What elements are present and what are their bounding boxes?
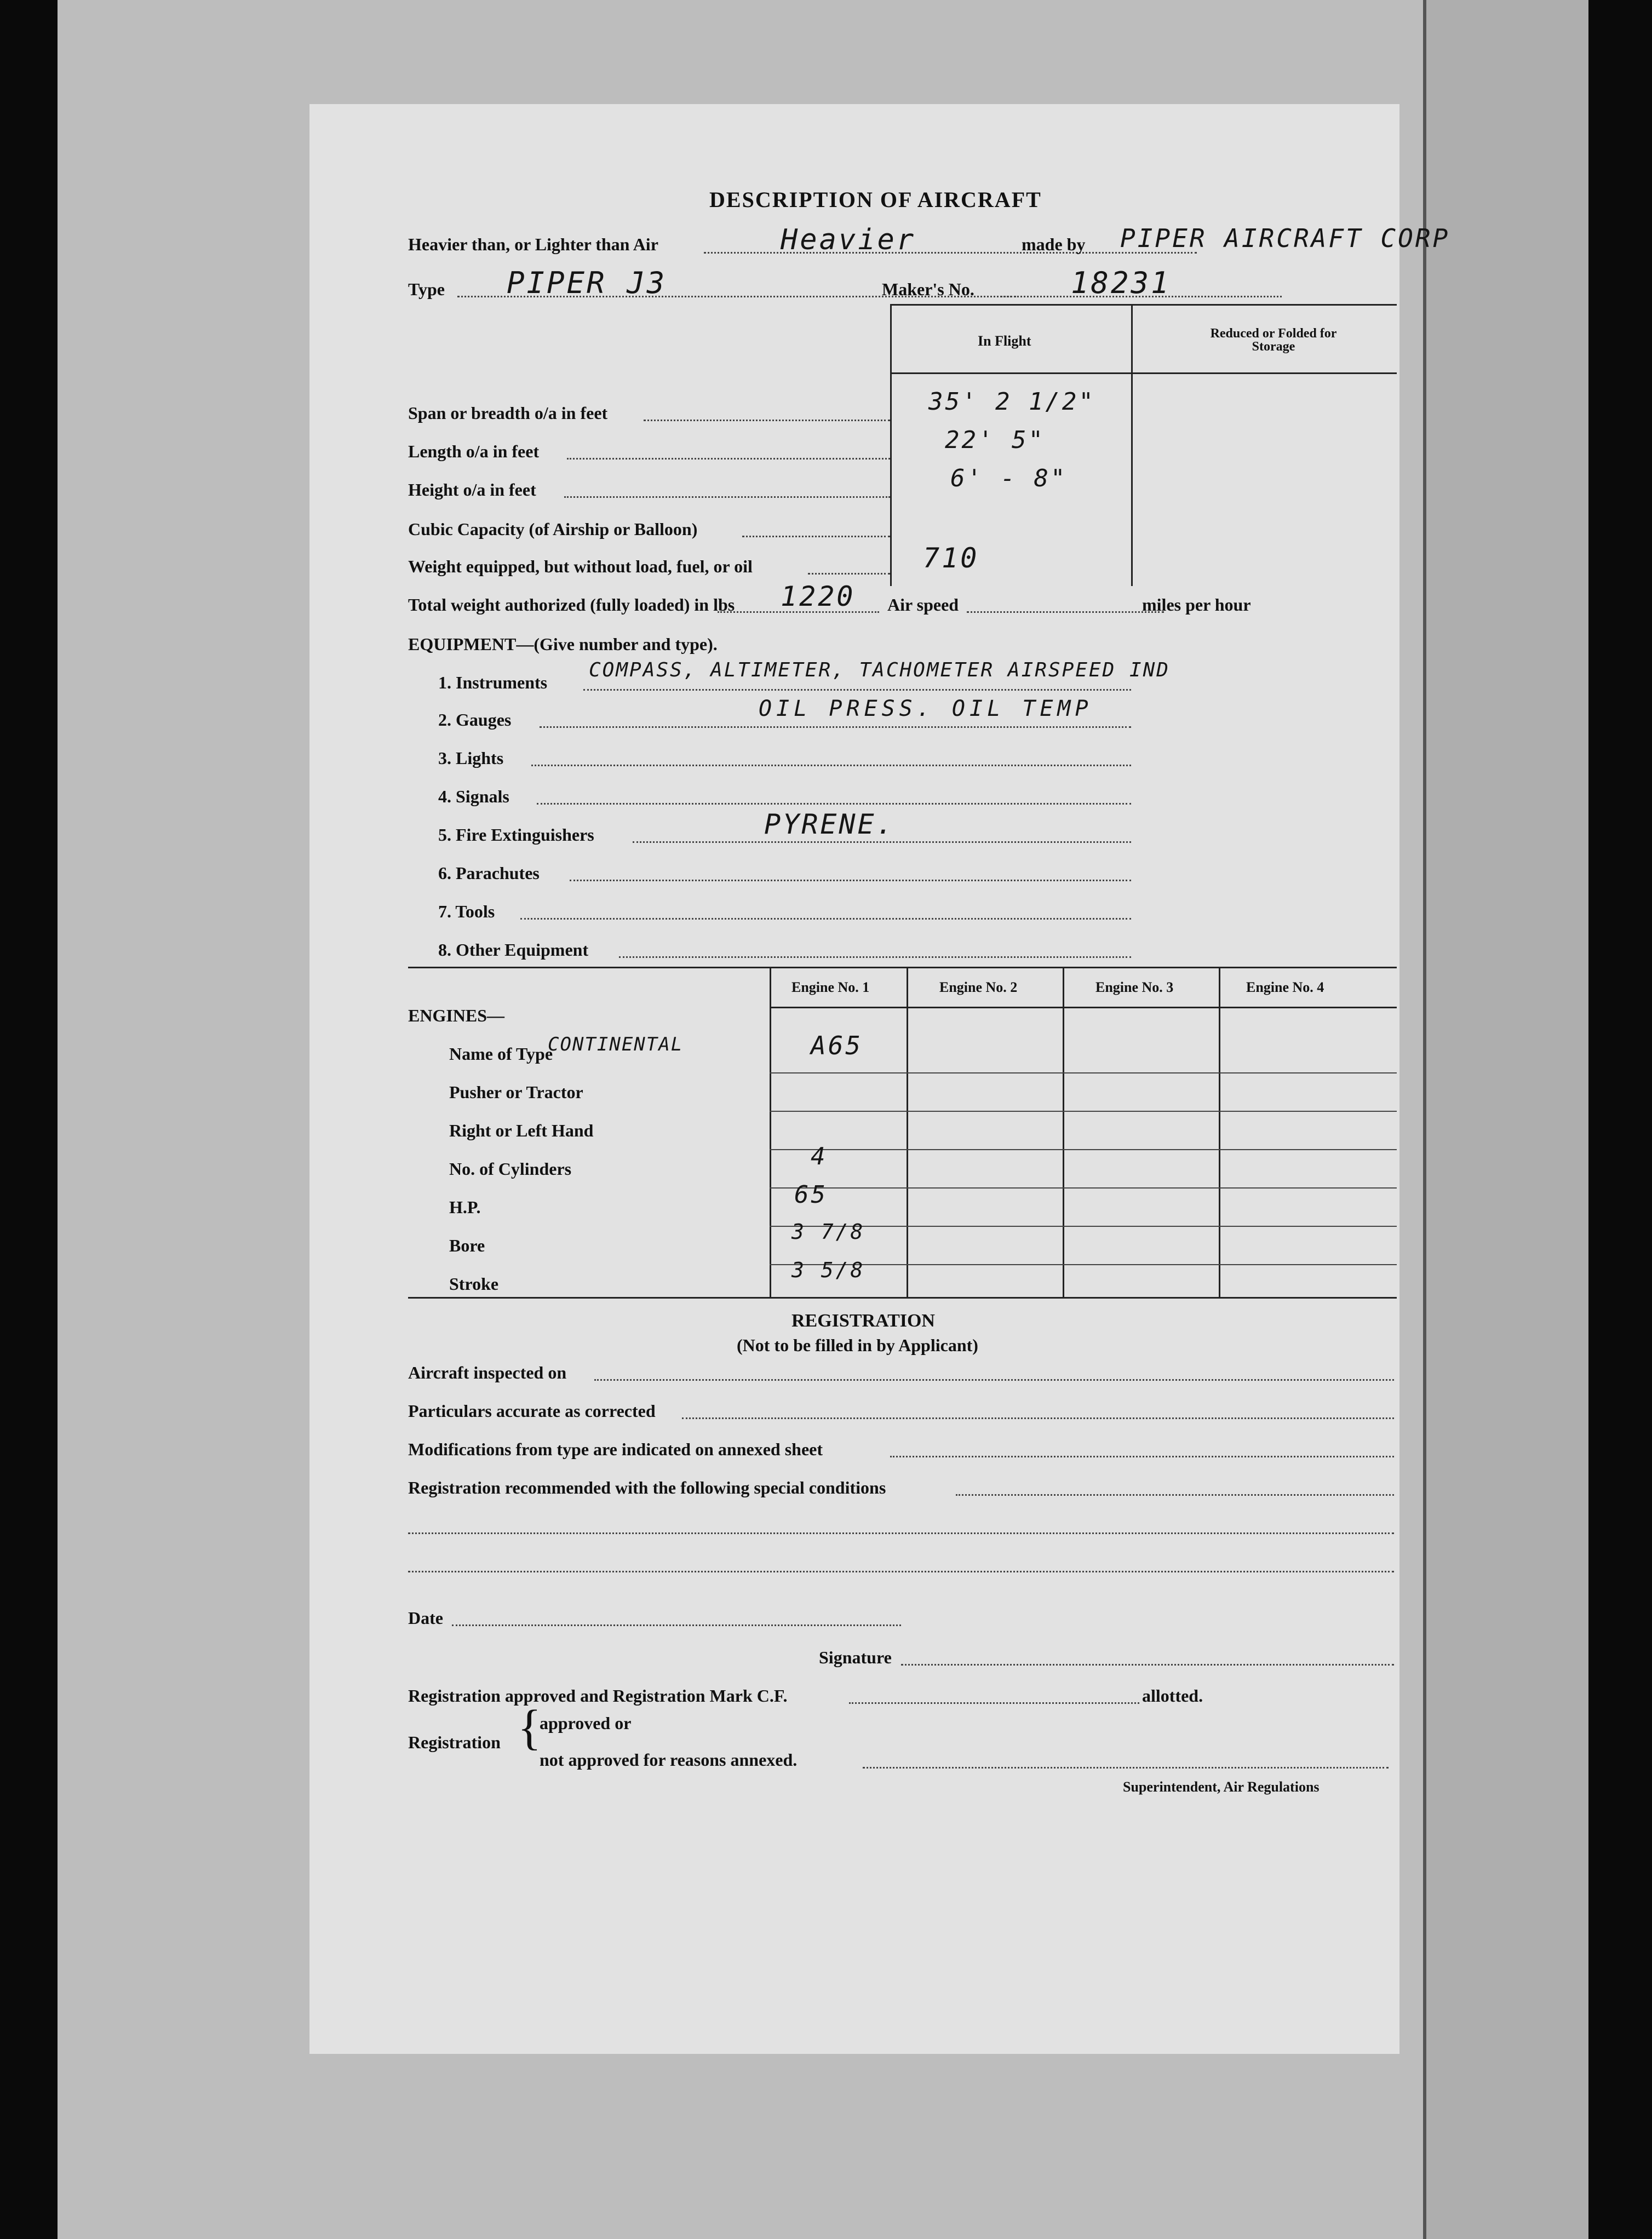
brace-symbol: { <box>518 1701 542 1755</box>
engine-row-stroke: Stroke <box>449 1274 499 1294</box>
total-weight-value: 1220 <box>781 581 856 612</box>
allotted-label: allotted. <box>1142 1686 1203 1706</box>
equipment-label: EQUIPMENT—(Give number and type). <box>408 634 718 654</box>
makers-no-label: Maker's No. <box>882 279 974 299</box>
equip-other-label: 8. Other Equipment <box>438 940 589 960</box>
made-by-value: PIPER AIRCRAFT CORP <box>1120 223 1450 253</box>
span-label: Span or breadth o/a in feet <box>408 403 608 423</box>
engine-row-hp: H.P. <box>449 1197 481 1217</box>
cylinders-value: 4 <box>811 1143 828 1170</box>
type-label: Type <box>408 279 445 299</box>
equip-lights-label: 3. Lights <box>438 748 504 768</box>
recommended-label: Registration recommended with the following special conditions <box>408 1478 886 1497</box>
in-flight-header: In Flight <box>978 333 1031 349</box>
span-value: 35' 2 1/2" <box>928 388 1095 416</box>
date-label: Date <box>408 1608 443 1628</box>
bore-value: 3 7/8 <box>791 1220 865 1244</box>
stroke-value: 3 5/8 <box>791 1258 865 1282</box>
inspected-label: Aircraft inspected on <box>408 1363 567 1382</box>
equip-fire-ext-label: 5. Fire Extinguishers <box>438 825 594 845</box>
registration-subtitle: (Not to be filled in by Applicant) <box>737 1335 978 1355</box>
form-title: DESCRIPTION OF AIRCRAFT <box>709 187 1042 212</box>
total-weight-label: Total weight authorized (fully loaded) in lbs <box>408 595 735 615</box>
engine-1-type-value: A65 <box>811 1031 863 1060</box>
equip-gauges-label: 2. Gauges <box>438 710 512 730</box>
fire-ext-value: PYRENE. <box>764 808 895 840</box>
registration-label: Registration <box>408 1732 501 1752</box>
engines-label: ENGINES— <box>408 1006 505 1025</box>
cubic-label: Cubic Capacity (of Airship or Balloon) <box>408 519 698 539</box>
engine-row-bore: Bore <box>449 1236 485 1255</box>
engine-4-header: Engine No. 4 <box>1246 979 1324 995</box>
length-label: Length o/a in feet <box>408 441 540 461</box>
engine-1-header: Engine No. 1 <box>791 979 870 995</box>
equip-parachutes-label: 6. Parachutes <box>438 863 540 883</box>
equip-instruments-label: 1. Instruments <box>438 673 548 692</box>
photo-right-strip <box>1424 0 1588 2239</box>
engine-name-value: CONTINENTAL <box>548 1034 684 1055</box>
not-approved-text: not approved for reasons annexed. <box>540 1750 798 1770</box>
reduced-header: Reduced or Folded for Storage <box>1210 326 1337 354</box>
engine-row-hand: Right or Left Hand <box>449 1121 594 1140</box>
page-edge-line <box>1423 0 1426 2239</box>
particulars-label: Particulars accurate as corrected <box>408 1401 656 1421</box>
height-value: 6' - 8" <box>950 464 1068 492</box>
weight-value: 710 <box>923 542 979 574</box>
superintendent-label: Superintendent, Air Regulations <box>1123 1779 1320 1795</box>
instruments-value: COMPASS, ALTIMETER, TACHOMETER AIRSPEED IND <box>589 659 1170 681</box>
engine-2-header: Engine No. 2 <box>939 979 1018 995</box>
modifications-label: Modifications from type are indicated on annexed sheet <box>408 1439 823 1459</box>
form-sheet <box>309 104 1450 2054</box>
engine-row-pusher: Pusher or Tractor <box>449 1082 583 1102</box>
signature-label: Signature <box>819 1647 892 1667</box>
approved-or-text: approved or <box>540 1713 632 1733</box>
air-speed-label: Air speed <box>887 595 959 615</box>
makers-no-value: 18231 <box>1071 266 1171 300</box>
height-label: Height o/a in feet <box>408 480 536 500</box>
made-by-label: made by <box>1022 234 1086 254</box>
engine-row-name: Name of Type <box>449 1044 553 1064</box>
mph-label: miles per hour <box>1142 595 1251 615</box>
heavier-label: Heavier than, or Lighter than Air <box>408 234 658 254</box>
engine-3-header: Engine No. 3 <box>1095 979 1174 995</box>
hp-value: 65 <box>794 1181 828 1209</box>
weight-label: Weight equipped, but without load, fuel, or oil <box>408 556 753 576</box>
gauges-value: OIL PRESS. OIL TEMP <box>759 696 1093 721</box>
length-value: 22' 5" <box>945 426 1045 454</box>
heavier-value: Heavier <box>781 223 916 256</box>
approved-mark-label: Registration approved and Registration Mark C.F. <box>408 1686 788 1706</box>
registration-title: REGISTRATION <box>791 1311 935 1331</box>
equip-signals-label: 4. Signals <box>438 786 509 806</box>
engine-row-cylinders: No. of Cylinders <box>449 1159 572 1179</box>
type-value: PIPER J3 <box>507 266 667 300</box>
equip-tools-label: 7. Tools <box>438 902 495 921</box>
